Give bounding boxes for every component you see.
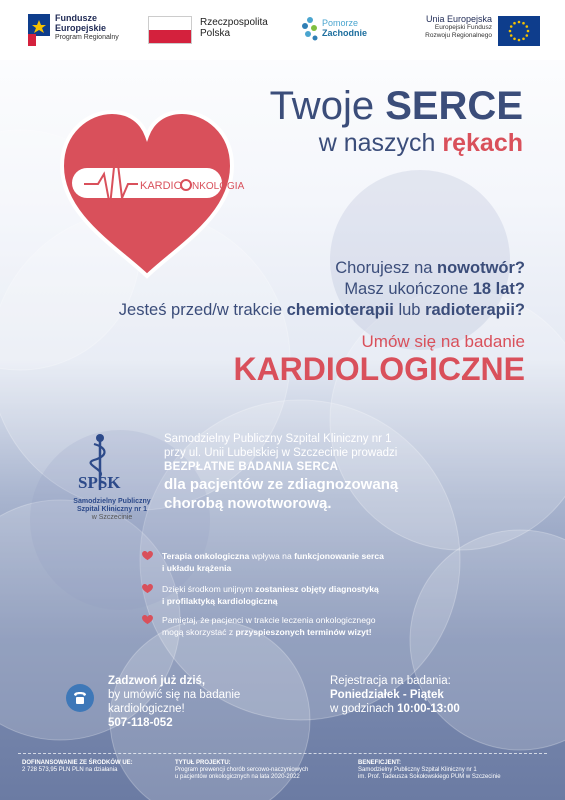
bullet-3: Pamiętaj, że pacjenci w trakcie leczenia onkologicznego mogą skorzystać z przyspieszonych terminów wizyt! (142, 614, 462, 638)
call-line1: Zadzwoń już dziś, (108, 675, 206, 687)
info-free-tests: BEZPŁATNE BADANIA SERCA (164, 461, 339, 473)
info-line5: chorobą nowotworową. (164, 495, 332, 512)
registration-block: Rejestracja na badania: Poniedziałek - Piątek w godzinach 10:00-13:00 (330, 675, 460, 715)
ue-sub1: Europejski Fundusz (434, 24, 492, 31)
pz-line2: Zachodnie (322, 28, 368, 38)
heart-bullet-icon (142, 584, 153, 594)
bullet-1: Terapia onkologiczna wpływa na funkcjonowanie serca i układu krążenia (142, 550, 462, 574)
footer-funding: DOFINANSOWANIE ZE ŚRODKÓW UE: 2 728 573,95 PLN PLN na działania (22, 760, 133, 773)
rzeczpospolita-polska-logo (148, 12, 278, 48)
eu-flag-icon (498, 16, 540, 46)
heart-logo-icon (58, 108, 245, 280)
cta-kardiologiczne: KARDIOLOGICZNE (233, 351, 525, 387)
fe-title: Fundusze Europejskie (55, 13, 107, 33)
caduceus-icon (62, 430, 162, 496)
info-line1: Samodzielny Publiczny Szpital Kliniczny nr 1 (164, 433, 392, 445)
spsk-city: w Szczecinie (91, 514, 133, 521)
fe-subtitle: Program Regionalny (55, 34, 119, 41)
heart-bullet-icon (142, 551, 153, 561)
spsk-name1: Samodzielny Publiczny (73, 498, 151, 505)
rp-line2: Polska (200, 28, 231, 39)
reg-line1: Rejestracja na badania: (330, 675, 451, 687)
footer-beneficiary: BENEFICJENT: Samodzielny Publiczny Szpital Kliniczny nr 1 im. Prof. Tadeusza Sokołowskiego PUM w Szczecinie (358, 760, 501, 780)
heart-bullet-icon (142, 615, 153, 625)
info-line2: przy ul. Unii Lubelskiej w Szczecinie prowadzi (164, 447, 398, 459)
heart-label-right: NKOLOGIA (192, 181, 245, 192)
subheadline: w naszych rękach (318, 129, 523, 157)
reg-days: Poniedziałek - Piątek (330, 689, 444, 701)
headline: Twoje SERCE (269, 84, 523, 128)
spsk-name2: Szpital Kliniczny nr 1 (76, 506, 147, 513)
polish-flag-icon (148, 16, 192, 44)
bullet-2: Dzięki środkom unijnym zostaniesz objęty diagnostyką i profilaktyką kardiologiczną (142, 583, 462, 607)
ue-title: Unia Europejska (425, 14, 492, 24)
question-3: Jesteś przed/w trakcie chemioterapii lub radioterapii? (118, 301, 525, 319)
spsk-abbr: SPSK (78, 473, 121, 492)
footer-divider (18, 753, 547, 754)
cta-umow: Umów się na badanie (361, 332, 525, 351)
unia-europejska-logo (390, 12, 540, 48)
phone-number: 507-118-052 (108, 717, 173, 729)
call-line2: by umówić się na badanie (108, 689, 241, 701)
logo-bar (0, 0, 565, 60)
info-line4: dla pacjentów ze zdiagnozowaną (164, 476, 399, 493)
hospital-info (164, 432, 464, 513)
spsk-logo (62, 430, 162, 530)
pz-line1: Pomorze (322, 18, 359, 28)
rp-line1: Rzeczpospolita (200, 17, 268, 28)
phone-icon (66, 684, 94, 712)
question-2: Masz ukończone 18 lat? (344, 280, 525, 298)
call-block (108, 674, 240, 730)
fe-flag-icon (28, 14, 50, 46)
footer-project-title: TYTUŁ PROJEKTU: Program prewencji chorób sercowo-naczyniowych u pacjentów onkologicznych na lata 2020-2022 (175, 760, 309, 780)
pomorze-zachodnie-logo (300, 12, 380, 48)
question-1: Chorujesz na nowotwór? (335, 259, 525, 277)
heart-label-left: KARDIO (140, 180, 183, 192)
headline-bold: SERCE (385, 84, 523, 128)
ue-sub2: Rozwoju Regionalnego (425, 32, 492, 39)
reg-hours: 10:00-13:00 (397, 703, 460, 715)
pomorze-zachodnie-icon (300, 16, 320, 42)
subheadline-bold: rękach (442, 129, 523, 157)
call-line3: kardiologiczne! (108, 703, 185, 715)
fundusze-europejskie-logo (28, 12, 128, 48)
